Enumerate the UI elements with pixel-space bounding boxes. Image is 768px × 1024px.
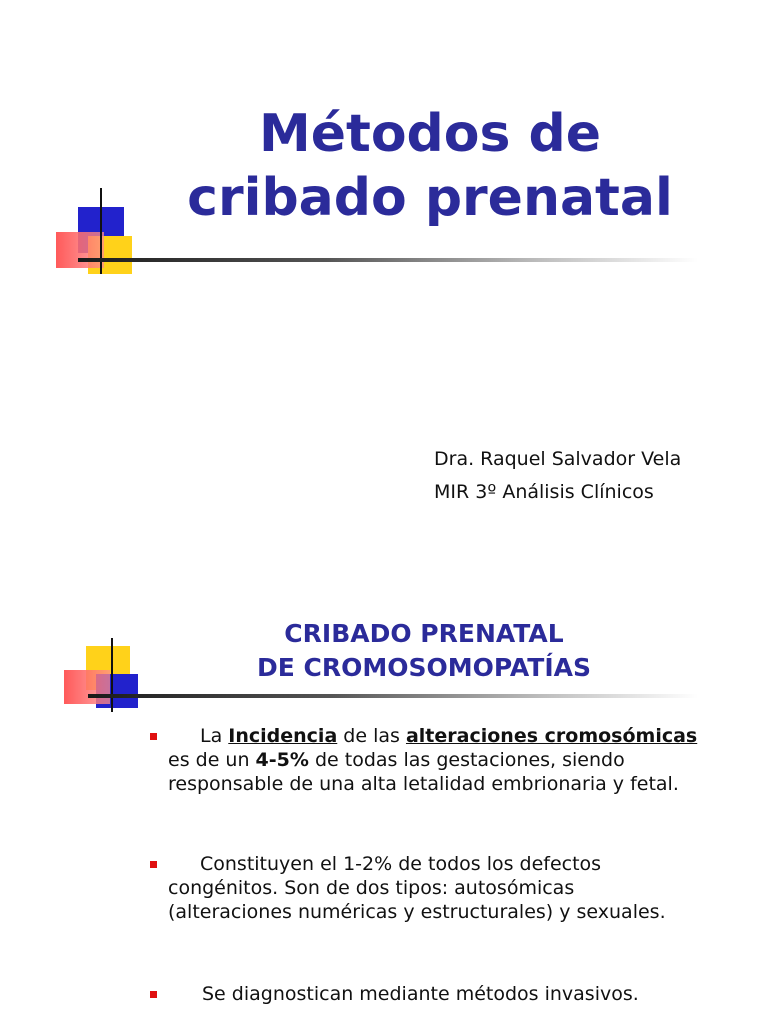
section-title-line-2: DE CROMOSOMOPATÍAS bbox=[256, 653, 592, 682]
deco-vertical-line bbox=[111, 638, 113, 712]
bullet-marker bbox=[150, 861, 157, 868]
author-name: Dra. Raquel Salvador Vela bbox=[434, 448, 682, 470]
title-line-1: Métodos de bbox=[258, 104, 602, 164]
title-underline bbox=[78, 258, 698, 262]
author-block bbox=[434, 443, 681, 509]
bullet-text: Se diagnostican mediante métodos invasivos. bbox=[202, 983, 639, 1005]
deco-red-square bbox=[64, 670, 110, 704]
bullet-marker bbox=[150, 991, 157, 998]
page-title bbox=[160, 102, 700, 230]
deco-red-square bbox=[56, 232, 104, 268]
content-slide bbox=[0, 590, 768, 1024]
keyword-alteraciones: alteraciones cromosómicas bbox=[405, 725, 698, 747]
keyword-percentage: 4-5% bbox=[255, 749, 309, 771]
author-role: MIR 3º Análisis Clínicos bbox=[434, 481, 654, 503]
bullet-text: Constituyen el 1-2% de todos los defectos congénitos. Son de dos tipos: autosómicas (alteraciones numéricas y estructurales) y sexuales. bbox=[168, 853, 666, 923]
bullet-text: La Incidencia de las alteraciones cromosómicas es de un 4-5% de todas las gestaciones, siendo responsable de una alta letalidad embrionaria y fetal. bbox=[168, 725, 698, 795]
section-title bbox=[200, 617, 648, 685]
title-underline bbox=[88, 694, 698, 698]
keyword-incidencia: Incidencia bbox=[228, 725, 338, 747]
bullet-marker bbox=[150, 733, 157, 740]
title-line-2: cribado prenatal bbox=[187, 168, 673, 228]
section-title-line-1: CRIBADO PRENATAL bbox=[284, 619, 564, 648]
